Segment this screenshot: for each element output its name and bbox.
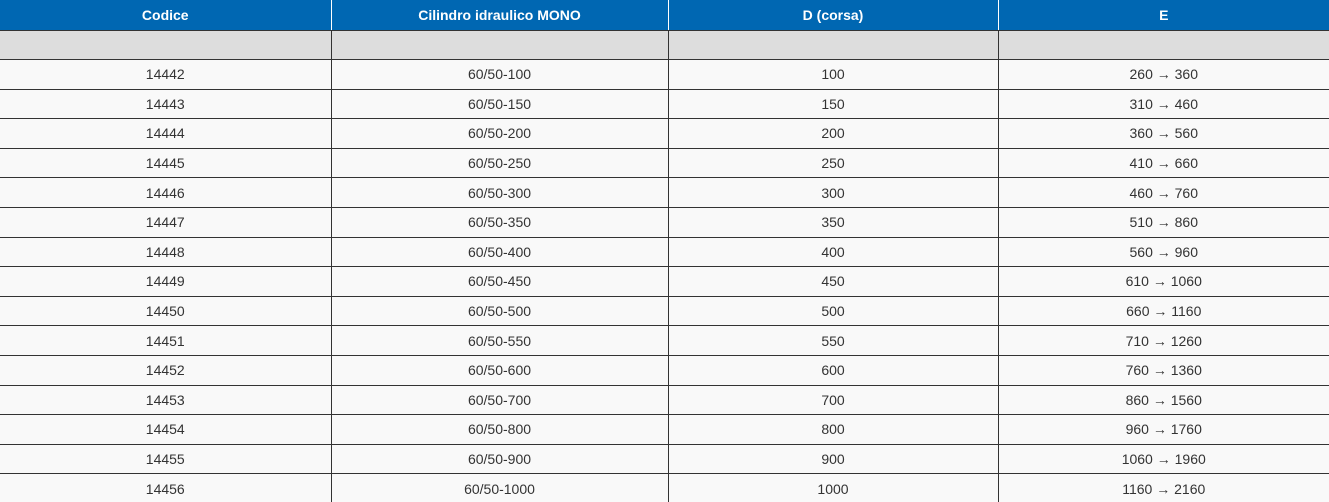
table-row xyxy=(0,385,1329,415)
filter-cell xyxy=(0,31,331,60)
cell-cilindro: 60/50-200 xyxy=(331,119,668,149)
cell-d-corsa: 250 xyxy=(668,148,998,178)
cell-codice: 14451 xyxy=(0,326,331,356)
cell-e: 260 → 360 xyxy=(998,60,1329,90)
table-row xyxy=(0,178,1329,208)
cell-codice: 14448 xyxy=(0,237,331,267)
cell-codice: 14443 xyxy=(0,89,331,119)
table-row xyxy=(0,474,1329,502)
header-codice: Codice xyxy=(0,0,331,31)
filter-row xyxy=(0,31,1329,60)
cell-d-corsa: 600 xyxy=(668,355,998,385)
cell-cilindro: 60/50-300 xyxy=(331,178,668,208)
cell-e: 860 → 1560 xyxy=(998,385,1329,415)
table-row xyxy=(0,444,1329,474)
header-cilindro: Cilindro idraulico MONO xyxy=(331,0,668,31)
table-row xyxy=(0,148,1329,178)
cell-e: 1160 → 2160 xyxy=(998,474,1329,502)
table-body xyxy=(0,31,1329,502)
table-row xyxy=(0,355,1329,385)
cell-codice: 14444 xyxy=(0,119,331,149)
table-row xyxy=(0,89,1329,119)
cell-cilindro: 60/50-550 xyxy=(331,326,668,356)
cell-cilindro: 60/50-100 xyxy=(331,60,668,90)
cell-d-corsa: 300 xyxy=(668,178,998,208)
cell-d-corsa: 400 xyxy=(668,237,998,267)
cell-codice: 14453 xyxy=(0,385,331,415)
cell-cilindro: 60/50-500 xyxy=(331,296,668,326)
table-header-row xyxy=(0,0,1329,31)
cell-codice: 14455 xyxy=(0,444,331,474)
cell-cilindro: 60/50-700 xyxy=(331,385,668,415)
cell-cilindro: 60/50-1000 xyxy=(331,474,668,502)
cell-d-corsa: 150 xyxy=(668,89,998,119)
cell-e: 510 → 860 xyxy=(998,207,1329,237)
cell-e: 460 → 760 xyxy=(998,178,1329,208)
cell-cilindro: 60/50-400 xyxy=(331,237,668,267)
cell-codice: 14446 xyxy=(0,178,331,208)
table-row xyxy=(0,296,1329,326)
cell-codice: 14452 xyxy=(0,355,331,385)
cell-cilindro: 60/50-800 xyxy=(331,415,668,445)
cell-e: 310 → 460 xyxy=(998,89,1329,119)
cell-cilindro: 60/50-900 xyxy=(331,444,668,474)
cell-d-corsa: 500 xyxy=(668,296,998,326)
cell-codice: 14450 xyxy=(0,296,331,326)
cell-d-corsa: 100 xyxy=(668,60,998,90)
cell-d-corsa: 700 xyxy=(668,385,998,415)
cell-d-corsa: 550 xyxy=(668,326,998,356)
cell-e: 710 → 1260 xyxy=(998,326,1329,356)
header-e: E xyxy=(998,0,1329,31)
cell-codice: 14449 xyxy=(0,267,331,297)
cell-cilindro: 60/50-150 xyxy=(331,89,668,119)
cell-codice: 14445 xyxy=(0,148,331,178)
cell-e: 960 → 1760 xyxy=(998,415,1329,445)
header-d-corsa: D (corsa) xyxy=(668,0,998,31)
cell-e: 360 → 560 xyxy=(998,119,1329,149)
cell-cilindro: 60/50-350 xyxy=(331,207,668,237)
cell-cilindro: 60/50-600 xyxy=(331,355,668,385)
cell-codice: 14442 xyxy=(0,60,331,90)
cell-d-corsa: 350 xyxy=(668,207,998,237)
cell-e: 560 → 960 xyxy=(998,237,1329,267)
table-row xyxy=(0,326,1329,356)
table-row xyxy=(0,119,1329,149)
cell-e: 410 → 660 xyxy=(998,148,1329,178)
cell-d-corsa: 1000 xyxy=(668,474,998,502)
cell-cilindro: 60/50-450 xyxy=(331,267,668,297)
cell-d-corsa: 900 xyxy=(668,444,998,474)
filter-cell xyxy=(331,31,668,60)
table-row xyxy=(0,267,1329,297)
filter-cell xyxy=(998,31,1329,60)
cell-d-corsa: 800 xyxy=(668,415,998,445)
table-row xyxy=(0,60,1329,90)
cell-codice: 14456 xyxy=(0,474,331,502)
cell-e: 760 → 1360 xyxy=(998,355,1329,385)
table-row xyxy=(0,207,1329,237)
cell-d-corsa: 200 xyxy=(668,119,998,149)
cell-codice: 14454 xyxy=(0,415,331,445)
cell-codice: 14447 xyxy=(0,207,331,237)
cell-d-corsa: 450 xyxy=(668,267,998,297)
cell-cilindro: 60/50-250 xyxy=(331,148,668,178)
table-row xyxy=(0,237,1329,267)
cell-e: 610 → 1060 xyxy=(998,267,1329,297)
filter-cell xyxy=(668,31,998,60)
cell-e: 1060 → 1960 xyxy=(998,444,1329,474)
cell-e: 660 → 1160 xyxy=(998,296,1329,326)
table-row xyxy=(0,415,1329,445)
